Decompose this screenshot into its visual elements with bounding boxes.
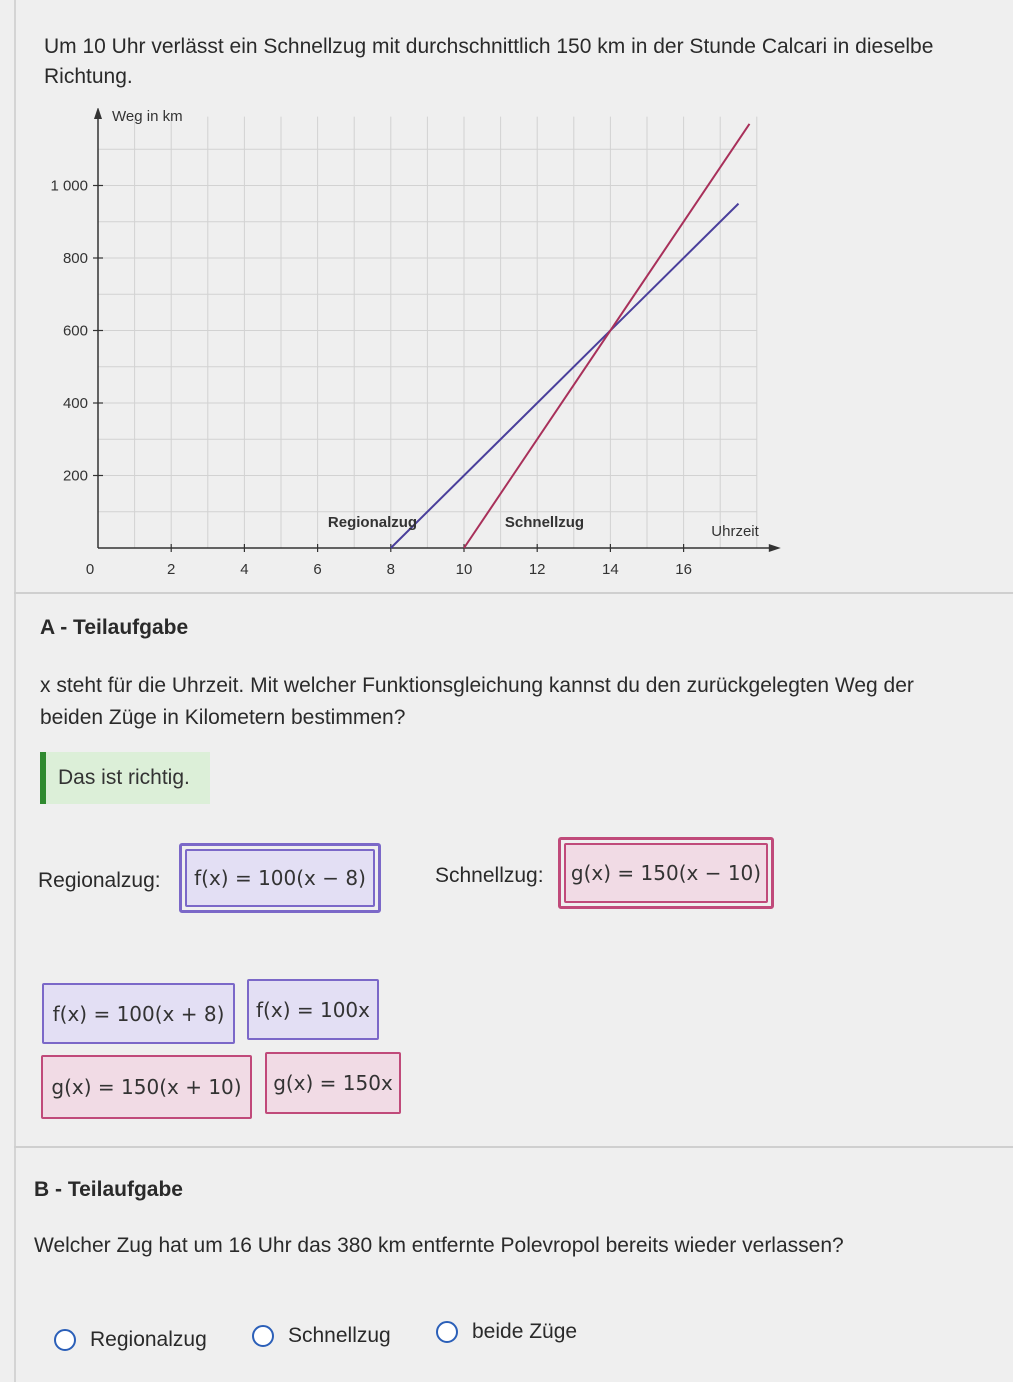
x-tick-label: 0 — [85, 561, 95, 578]
x-tick-label: 14 — [602, 561, 619, 578]
x-tick-label: 2 — [167, 561, 176, 578]
option-f-plus-8[interactable]: f(x) = 100(x + 8) — [42, 983, 235, 1044]
option-g-150x[interactable]: g(x) = 150x — [265, 1052, 401, 1114]
divider-b — [14, 1146, 1013, 1148]
schnell-drop-slot[interactable] — [558, 837, 774, 909]
schnell-answer-chip[interactable]: g(x) = 150(x − 10) — [564, 843, 768, 903]
chart-grid — [98, 117, 757, 548]
divider-a — [14, 592, 1013, 594]
regional-drop-slot[interactable] — [179, 843, 381, 913]
x-axis-label: Uhrzeit — [711, 523, 759, 540]
feedback-correct — [40, 752, 210, 804]
y-tick-label: 800 — [62, 250, 88, 267]
x-tick-label: 8 — [386, 561, 395, 578]
series-annotation-label: Regionalzug — [327, 514, 418, 531]
chart-series — [391, 124, 750, 548]
series-line-regionalzug — [391, 204, 739, 548]
y-tick-label: 1 000 — [50, 177, 88, 195]
radio-beide-zuege[interactable] — [436, 1320, 577, 1344]
section-b-question: Welcher Zug hat um 16 Uhr das 380 km entfernte Polevropol bereits wieder verlassen? — [34, 1234, 844, 1257]
y-axis-arrow-icon — [94, 108, 102, 119]
section-a-question: x steht für die Uhrzeit. Mit welcher Funktionsgleichung kannst du den zurückgelegten Weg der beiden Züge in Kilometern bestimmen? — [40, 674, 914, 729]
regional-label: Regionalzug: — [38, 869, 161, 892]
page-left-border — [14, 0, 16, 1382]
intro-text: Um 10 Uhr verlässt ein Schnellzug mit durchschnittlich 150 km in der Stunde Calcari in dieselbe Richtung. — [44, 35, 934, 88]
y-tick-label: 200 — [62, 467, 88, 485]
y-tick-label: 600 — [62, 322, 88, 340]
schnell-label: Schnellzug: — [435, 864, 544, 887]
radio-circle-icon[interactable] — [436, 1321, 458, 1343]
series-annotation-label: Schnellzug — [504, 514, 585, 531]
x-tick-label: 4 — [240, 561, 249, 578]
option-f-100x[interactable]: f(x) = 100x — [247, 979, 379, 1040]
radio-label-regionalzug: Regionalzug — [90, 1328, 207, 1351]
radio-regionalzug[interactable] — [54, 1328, 207, 1352]
y-tick-label: 400 — [62, 395, 88, 412]
section-a-title: A - Teilaufgabe — [40, 616, 189, 639]
x-tick-label: 6 — [313, 561, 322, 578]
radio-label-schnellzug: Schnellzug — [288, 1324, 391, 1347]
feedback-text: Das ist richtig. — [58, 766, 190, 789]
radio-schnellzug[interactable] — [252, 1324, 391, 1348]
chart-annotations — [328, 514, 584, 531]
option-g-plus-10[interactable]: g(x) = 150(x + 10) — [41, 1055, 252, 1119]
y-axis-label: Weg in km — [112, 108, 183, 125]
x-axis-arrow-icon — [769, 544, 781, 552]
distance-time-chart — [30, 108, 790, 588]
x-tick-label: 10 — [455, 561, 473, 578]
x-tick-label: 16 — [675, 561, 692, 578]
radio-circle-icon[interactable] — [252, 1325, 274, 1347]
section-b-title: B - Teilaufgabe — [34, 1178, 183, 1201]
radio-label-beide-zuege: beide Züge — [472, 1320, 578, 1343]
regional-answer-chip[interactable]: f(x) = 100(x − 8) — [185, 849, 375, 907]
radio-circle-icon[interactable] — [54, 1329, 76, 1351]
series-line-schnellzug — [464, 124, 749, 548]
x-tick-label: 12 — [528, 561, 546, 578]
